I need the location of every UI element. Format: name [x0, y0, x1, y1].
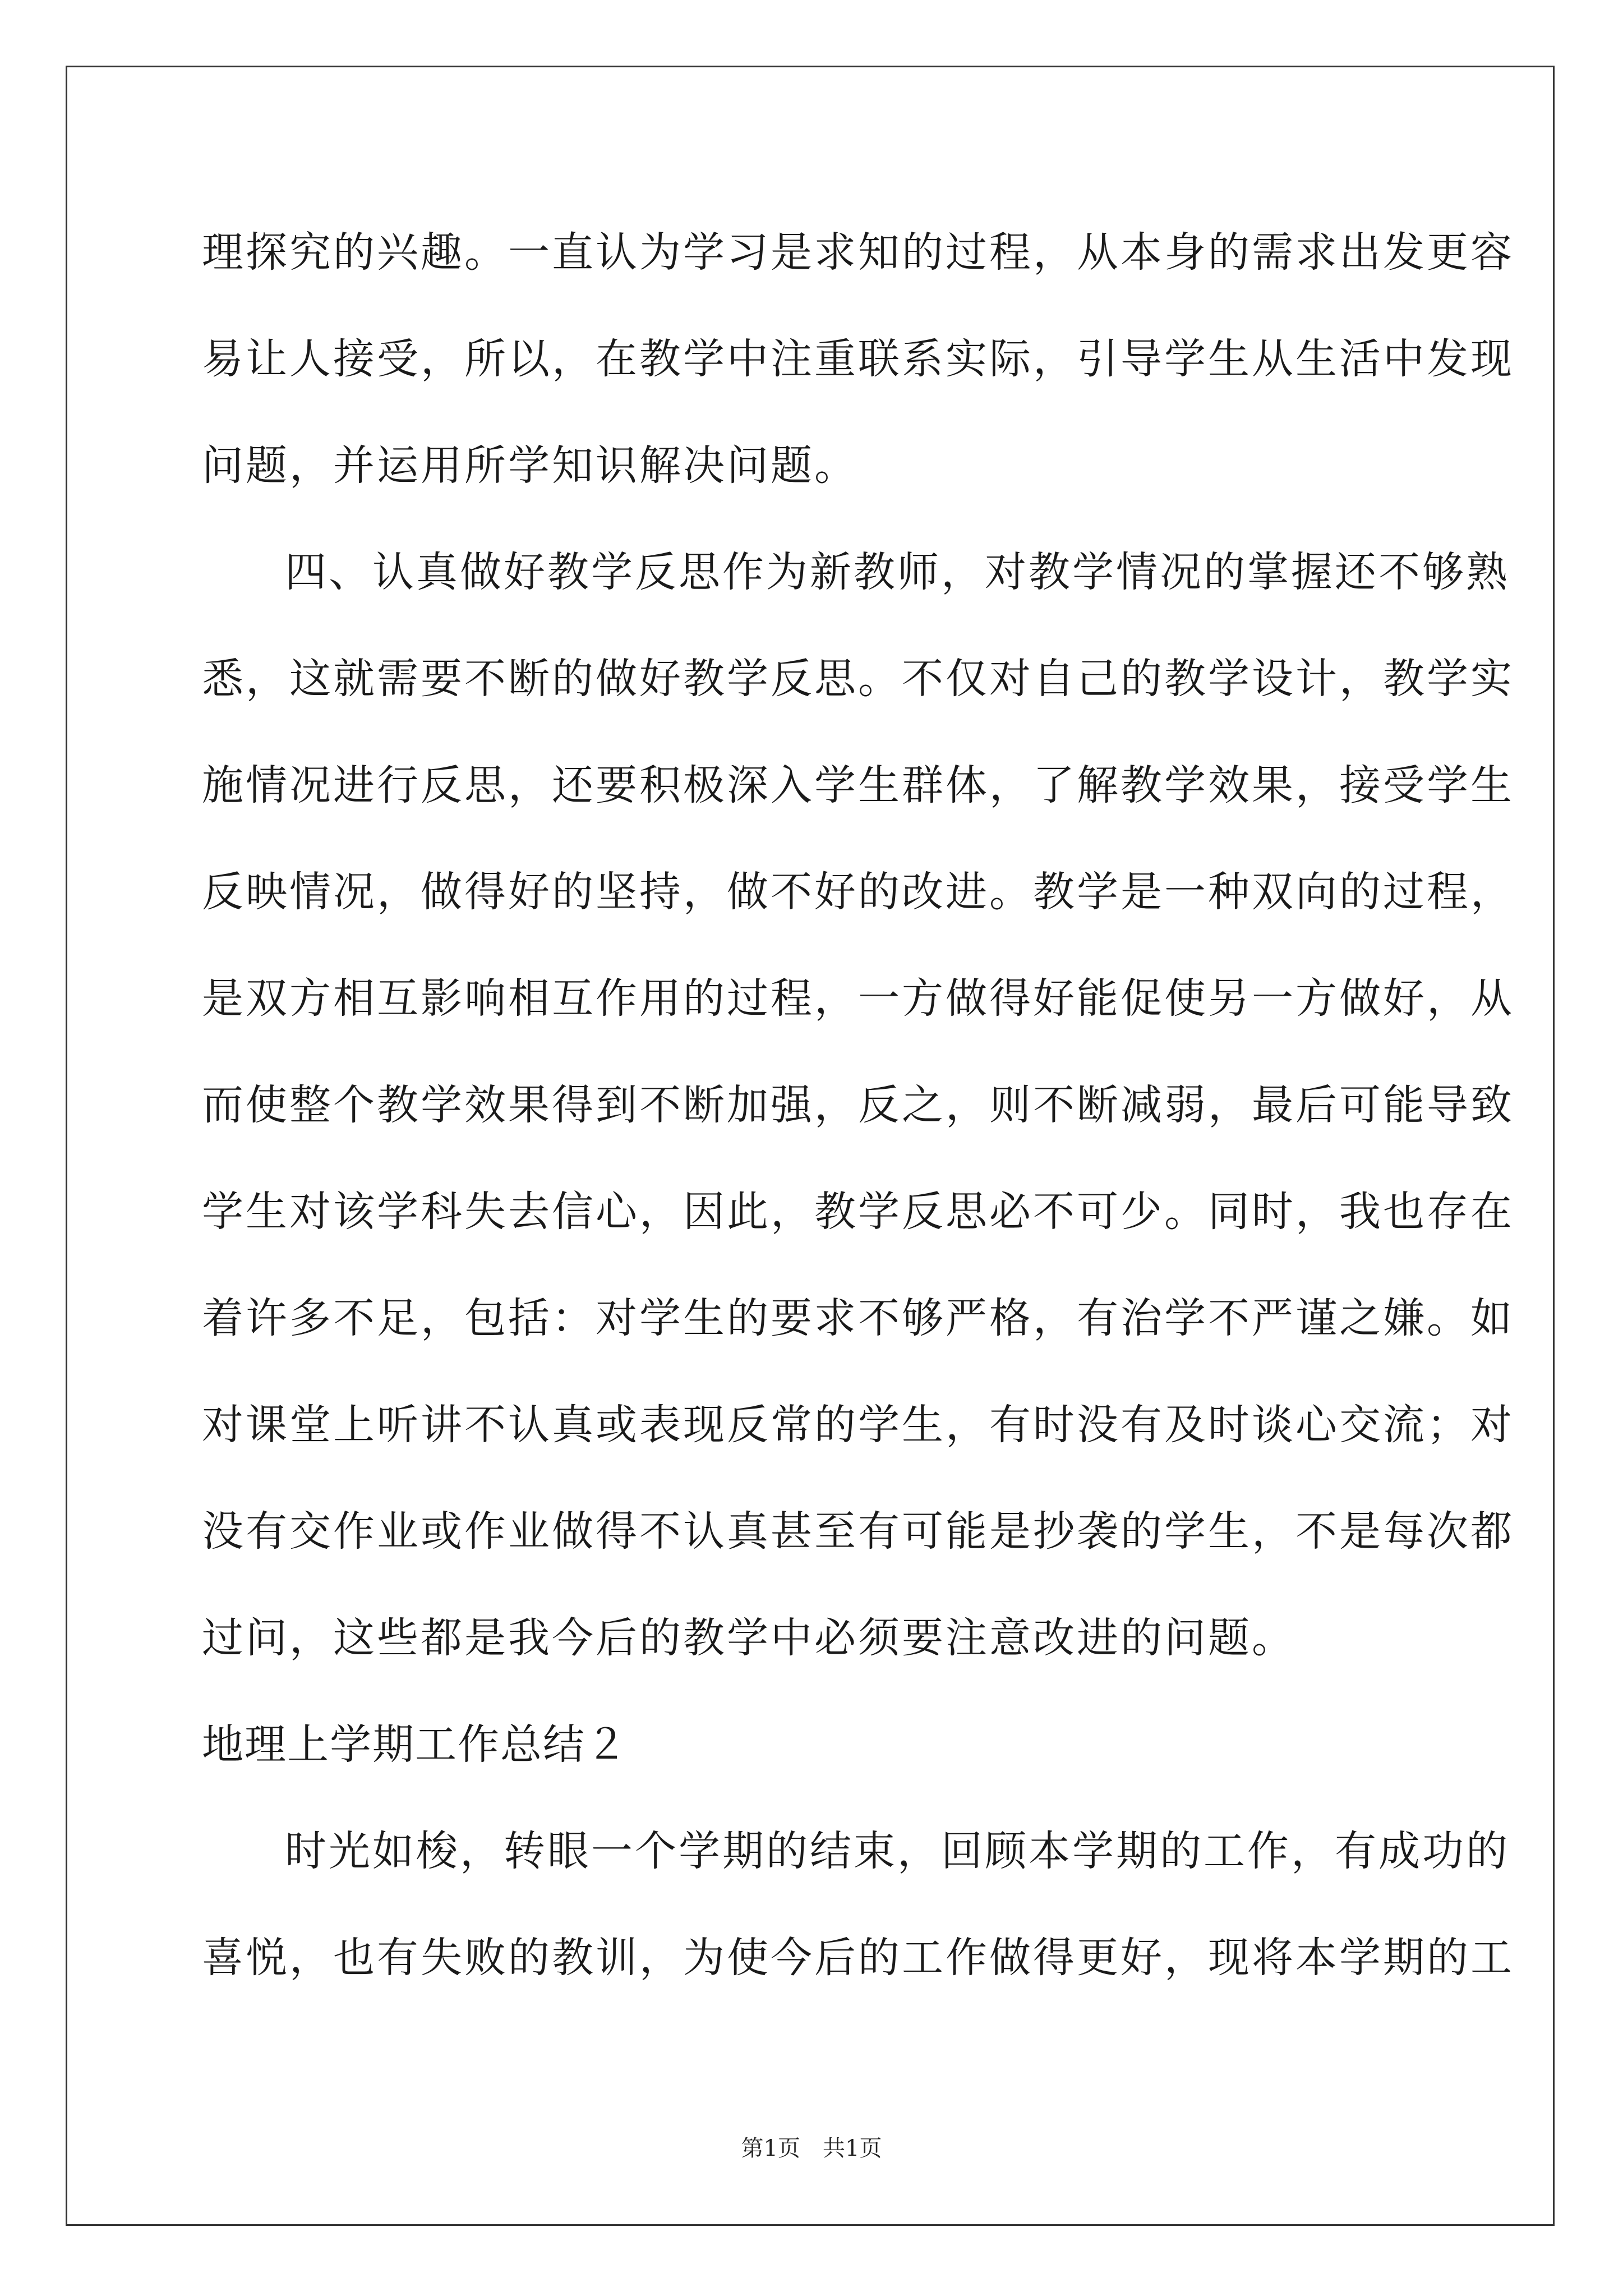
- paragraph-line: 反映情况，做得好的坚持，做不好的改进。教学是一种双向的过程，: [202, 868, 1514, 916]
- paragraph-line: 着许多不足，包括：对学生的要求不够严格，有治学不严谨之嫌。如: [202, 1294, 1514, 1342]
- paragraph-line: 时光如梭，转眼一个学期的结束，回顾本学期的工作，有成功的: [285, 1827, 1510, 1875]
- paragraph-line: 悉，这就需要不断的做好教学反思。不仅对自己的教学设计，教学实: [202, 655, 1514, 703]
- section-heading: 地理上学期工作总结２: [202, 1720, 628, 1769]
- paragraph-line: 是双方相互影响相互作用的过程，一方做得好能促使另一方做好，从: [202, 974, 1514, 1023]
- paragraph-line: 而使整个教学效果得到不断加强，反之，则不断减弱，最后可能导致: [202, 1081, 1514, 1129]
- paragraph-line: 没有交作业或作业做得不认真甚至有可能是抄袭的学生，不是每次都: [202, 1507, 1514, 1556]
- paragraph-line: 理探究的兴趣。一直认为学习是求知的过程，从本身的需求出发更容: [202, 228, 1514, 277]
- paragraph-line: 施情况进行反思，还要积极深入学生群体，了解教学效果，接受学生: [202, 761, 1514, 809]
- paragraph-line: 喜悦，也有失败的教训，为使今后的工作做得更好，现将本学期的工: [202, 1934, 1514, 1982]
- paragraph-line: 问题，并运用所学知识解决问题。: [202, 441, 858, 490]
- paragraph-line: 易让人接受，所以，在教学中注重联系实际，引导学生从生活中发现: [202, 335, 1514, 383]
- page-number-footer: 第1页 共1页: [741, 2136, 882, 2161]
- paragraph-line: 对课堂上听讲不认真或表现反常的学生，有时没有及时谈心交流；对: [202, 1401, 1514, 1449]
- paragraph-line: 学生对该学科失去信心，因此，教学反思必不可少。同时，我也存在: [202, 1188, 1514, 1236]
- paragraph-line: 过问，这些都是我今后的教学中必须要注意改进的问题。: [202, 1614, 1295, 1662]
- paragraph-line: 四、认真做好教学反思作为新教师，对教学情况的掌握还不够熟: [285, 548, 1510, 596]
